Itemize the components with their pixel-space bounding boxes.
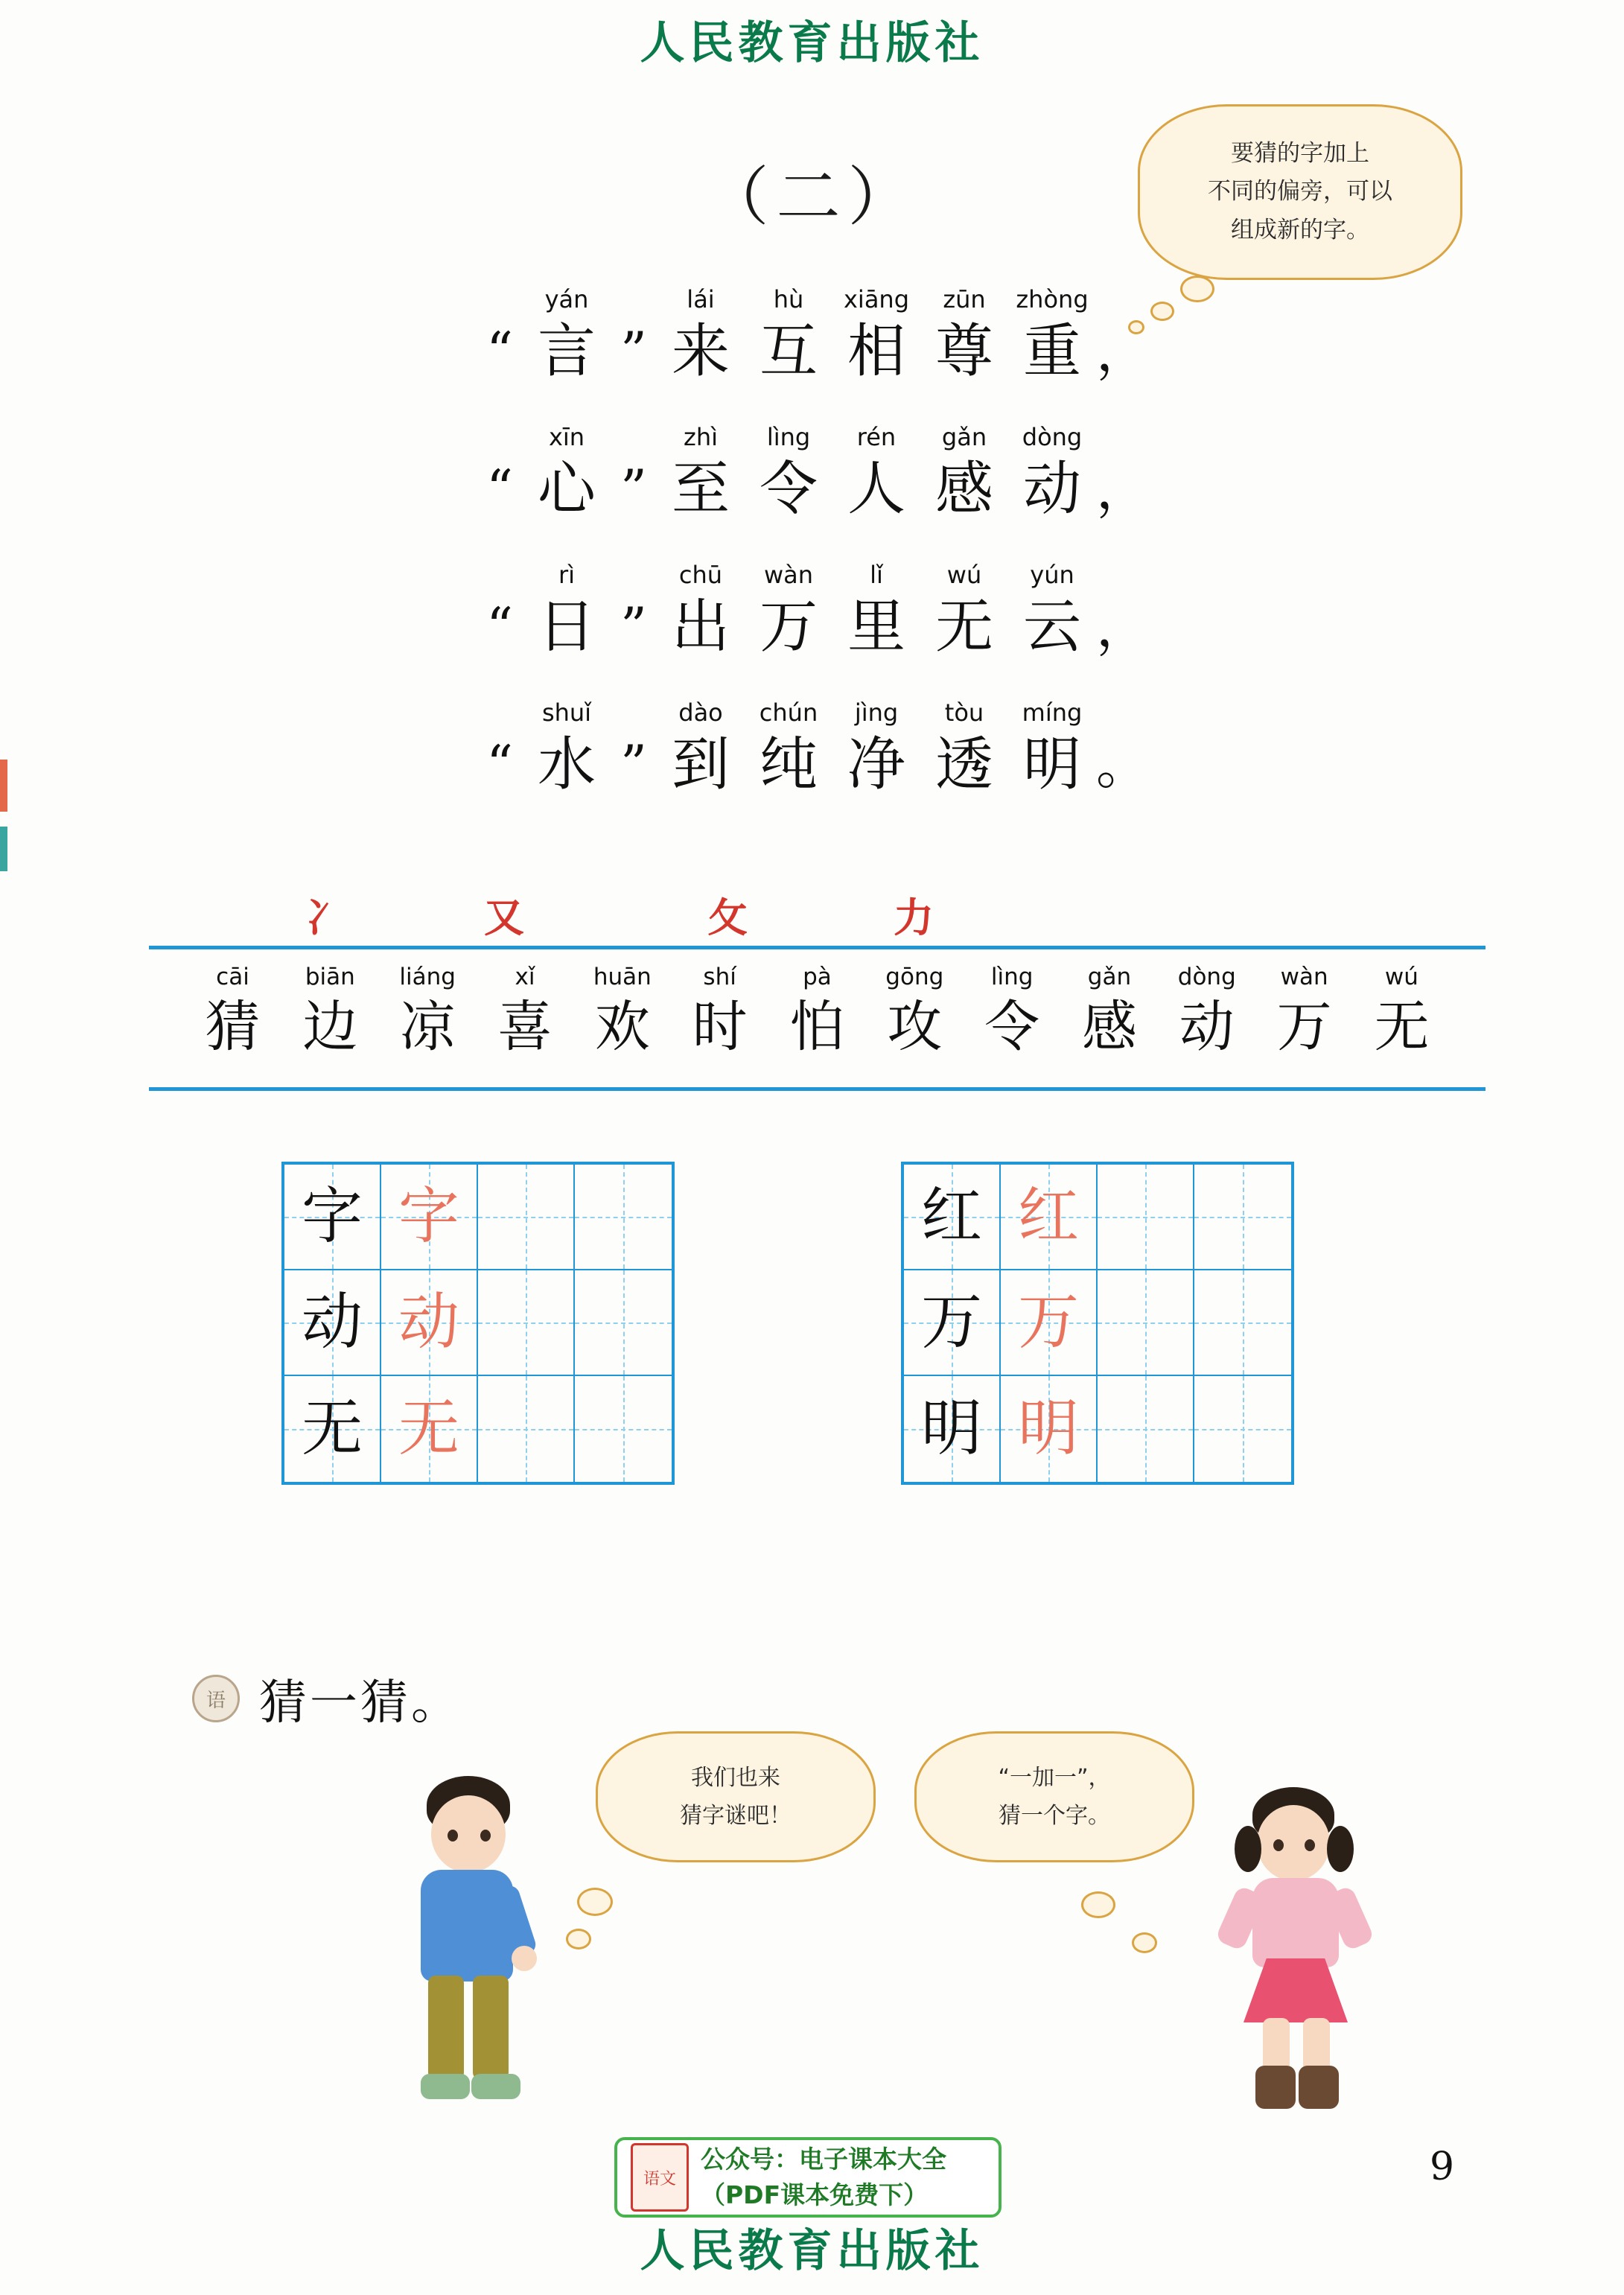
boy-leg [428,1976,464,2080]
poem-char [920,696,1008,800]
section-number: （二） [704,160,920,235]
pinyin: chū [678,561,723,589]
hanzi: 互 [759,318,818,385]
hanzi: 水 [537,731,596,798]
hanzi: 怕 [789,995,845,1059]
poem-char [920,558,1008,663]
writing-grid-row [284,1165,672,1270]
poem-char [745,421,832,525]
pinyin: jìng [854,698,899,727]
hanzi: 明 [920,1393,982,1464]
grid-cell-blank[interactable] [478,1376,575,1482]
hanzi: 心 [537,456,596,523]
boy-head [431,1795,506,1873]
girl-head [1257,1805,1330,1881]
poem-char [745,558,832,663]
grid-cell-trace [1001,1376,1098,1482]
grid-cell-trace [381,1165,478,1270]
pinyin: lái [687,285,715,313]
punctuation: 。 [1096,733,1150,796]
hanzi-trace: 红 [1017,1181,1079,1252]
hanzi-trace: 万 [1017,1287,1079,1357]
boy-hand [512,1946,537,1971]
speech-bubble-tail-dot [1081,1891,1115,1918]
pinyin: zūn [943,285,986,313]
hanzi-trace: 字 [398,1181,459,1252]
pinyin: zhì [684,423,718,451]
word-bank-item [1359,961,1445,1061]
pinyin: wàn [1280,964,1328,990]
poem-char [832,558,920,663]
boy-leg [473,1976,509,2080]
hanzi: 感 [1081,995,1137,1059]
grid-cell-blank[interactable] [575,1376,672,1482]
open-quote: “ [486,734,513,795]
boy-bubble-line-1: 我们也来 [691,1765,780,1791]
watermark-stamp [614,2137,1002,2218]
boy-bubble-line-2: 猜字谜吧！ [680,1803,792,1829]
hanzi-trace: 明 [1017,1393,1079,1464]
grid-cell-model [284,1376,381,1482]
poem-key-char [523,421,611,525]
girl-pigtail [1235,1826,1261,1872]
close-quote: ” [620,321,647,382]
poem-char [1008,283,1096,387]
writing-grid-left [281,1162,675,1485]
grid-cell-trace [381,1270,478,1376]
pinyin: gōng [885,964,944,990]
stamp-line-1: 公众号：电子课本大全 [701,2145,946,2174]
poem-char [920,283,1008,387]
girl-leg [1263,2018,1290,2072]
girl-boot [1255,2066,1296,2109]
hanzi: 猜 [205,995,261,1059]
pinyin: wú [1384,964,1418,990]
hanzi: 动 [301,1287,363,1357]
word-bank-item [1066,961,1152,1061]
hanzi: 明 [1022,731,1081,798]
word-bank [149,946,1486,1091]
radical-char: 攵 [707,894,748,941]
boy-eye [480,1830,491,1842]
girl-pigtail [1327,1826,1354,1872]
girl-leg [1303,2018,1330,2072]
grid-cell-model [284,1165,381,1270]
poem-char [832,283,920,387]
pinyin: yún [1030,561,1074,589]
pinyin: biān [305,964,355,990]
hint-speech-bubble [1138,104,1462,280]
word-bank-item [1164,961,1249,1061]
poem-char [920,421,1008,525]
hanzi: 尊 [934,318,993,385]
boy-shoe [421,2074,470,2099]
open-quote: “ [486,459,513,520]
pinyin: cāi [216,964,249,990]
hanzi: 言 [537,318,596,385]
pinyin: wàn [763,561,814,589]
writing-grid-row [904,1376,1291,1482]
poem-char [657,696,745,800]
grid-cell-blank[interactable] [1194,1376,1291,1482]
hint-line-1: 要猜的字加上 [1231,140,1369,168]
hanzi: 红 [920,1181,982,1252]
pinyin: chún [759,698,818,727]
word-bank-item [677,961,762,1061]
page-edge-mark [0,827,7,871]
hanzi: 透 [934,731,993,798]
open-quote: “ [486,321,513,382]
speech-bubble-tail-dot [577,1888,613,1916]
hanzi: 万 [1276,995,1332,1059]
hanzi: 边 [302,995,358,1059]
grid-cell-trace [1001,1270,1098,1376]
girl-skirt [1244,1958,1348,2022]
hanzi: 动 [1179,995,1235,1059]
hanzi: 来 [671,318,730,385]
writing-grid-row [284,1376,672,1482]
hanzi: 无 [934,593,993,661]
publisher-logo-top: 人民教育出版社 [640,17,984,69]
girl-bubble-line-2: 猜一个字。 [999,1803,1110,1829]
word-bank-item [1261,961,1347,1061]
hanzi-trace: 动 [398,1287,459,1357]
pinyin: tòu [944,698,984,727]
hanzi: 万 [759,593,818,661]
hanzi: 无 [301,1393,363,1464]
pinyin: míng [1022,698,1083,727]
radical-row [149,886,1489,941]
close-quote: ” [620,459,647,520]
word-bank-item [287,961,373,1061]
word-bank-item [385,961,471,1061]
radical-char: 力 [894,894,934,941]
hanzi: 攻 [887,995,943,1059]
pinyin: shí [703,964,736,990]
hanzi: 纯 [759,731,818,798]
pinyin: rì [558,561,576,589]
grid-cell-blank[interactable] [1194,1165,1291,1270]
word-bank-item [579,961,665,1061]
activity-badge-icon: 语 [192,1675,240,1722]
word-bank-item [872,961,958,1061]
punctuation: ， [1096,320,1150,383]
hanzi: 相 [847,318,905,385]
hanzi: 欢 [594,995,650,1059]
writing-grid-row [904,1270,1291,1376]
girl-bubble-line-1: “一加一”， [998,1765,1111,1791]
word-bank-item [190,961,276,1061]
close-quote: ” [620,734,647,795]
word-bank-item [969,961,1055,1061]
poem-char [657,421,745,525]
poem-char [1008,421,1096,525]
pinyin: huān [593,964,652,990]
speech-bubble-tail-dot [1180,276,1214,302]
punctuation: ， [1096,458,1150,521]
speech-bubble-tail-dot [566,1929,591,1949]
pinyin: dào [678,698,723,727]
hanzi: 令 [759,456,818,523]
hanzi: 出 [671,593,730,661]
grid-cell-blank[interactable] [575,1270,672,1376]
open-quote: “ [486,596,513,658]
hanzi: 感 [934,456,993,523]
hanzi: 动 [1022,456,1081,523]
hanzi: 重 [1022,318,1081,385]
hint-line-2: 不同的偏旁，可以 [1208,178,1392,206]
pinyin: pà [803,964,832,990]
speech-bubble-tail-dot [1150,302,1174,321]
hanzi: 到 [671,731,730,798]
grid-cell-model [904,1165,1001,1270]
pinyin: liáng [399,964,456,990]
hint-line-3: 组成新的字。 [1231,216,1369,243]
poem-key-char [523,558,611,663]
hanzi: 时 [692,995,748,1059]
pinyin: yán [544,285,589,313]
boy-shoe [471,2074,520,2099]
punctuation: ， [1096,596,1150,658]
girl-eye [1305,1839,1315,1851]
hanzi: 令 [984,995,1040,1059]
hanzi: 里 [847,593,905,661]
pinyin: wú [946,561,982,589]
hanzi: 云 [1022,593,1081,661]
hanzi: 喜 [497,995,553,1059]
close-quote: ” [620,596,647,658]
poem-char [832,421,920,525]
pinyin: dòng [1177,964,1236,990]
poem-char [657,283,745,387]
boy-speech-bubble [596,1731,876,1862]
hanzi: 至 [671,456,730,523]
page-edge-mark [0,760,7,812]
pinyin: lìng [990,964,1034,990]
grid-cell-blank[interactable] [1098,1376,1194,1482]
poem-char [745,283,832,387]
girl-speech-bubble [914,1731,1194,1862]
writing-grid-row [284,1270,672,1376]
girl-boot [1299,2066,1339,2109]
hanzi: 字 [301,1181,363,1252]
page-number: 9 [1430,2145,1455,2189]
pinyin: zhòng [1016,285,1089,313]
hanzi-trace: 无 [398,1393,459,1464]
hanzi: 无 [1374,995,1430,1059]
poem-char [832,696,920,800]
pinyin: xǐ [515,964,535,990]
radical-char: 冫 [305,894,346,941]
hanzi: 净 [847,731,905,798]
girl-top [1252,1878,1339,1967]
boy-eye [448,1830,458,1842]
poem-char [657,558,745,663]
pinyin: gǎn [941,423,987,451]
girl-eye [1273,1839,1284,1851]
grid-cell-trace [381,1376,478,1482]
grid-cell-blank[interactable] [1098,1270,1194,1376]
pinyin: xīn [548,423,585,451]
publisher-logo-bottom: 人民教育出版社 [640,2225,984,2277]
grid-cell-blank[interactable] [1194,1270,1291,1376]
hanzi: 凉 [400,995,456,1059]
poem-key-char [523,696,611,800]
hanzi: 万 [920,1287,982,1357]
grid-cell-model [904,1270,1001,1376]
stamp-line-2: （PDF课本免费下） [701,2180,929,2209]
writing-grid-right [901,1162,1294,1485]
grid-cell-blank[interactable] [1098,1165,1194,1270]
poem-char [1008,558,1096,663]
speech-bubble-tail-dot [1132,1932,1157,1953]
word-bank-item [774,961,860,1061]
hanzi: 人 [847,456,905,523]
pinyin: gǎn [1087,964,1132,990]
grid-cell-blank[interactable] [478,1270,575,1376]
girl-illustration [1221,1787,1370,2115]
writing-grid-row [904,1165,1291,1270]
pinyin: lìng [766,423,811,451]
pinyin: xiāng [843,285,910,313]
activity-heading [192,1664,462,1733]
pinyin: dòng [1022,423,1083,451]
radical-char: 又 [484,894,524,941]
word-bank-item [482,961,567,1061]
pinyin: rén [856,423,897,451]
pinyin: hù [773,285,804,313]
grid-cell-model [904,1376,1001,1482]
grid-cell-trace [1001,1165,1098,1270]
boy-illustration [398,1776,540,2111]
poem-char [1008,696,1096,800]
grid-cell-model [284,1270,381,1376]
pinyin: lǐ [870,561,883,589]
activity-title: 猜一猜。 [259,1675,462,1731]
grid-cell-blank[interactable] [575,1165,672,1270]
grid-cell-blank[interactable] [478,1165,575,1270]
book-icon: 语文 [631,2143,689,2212]
hanzi: 日 [537,593,596,661]
poem-char [745,696,832,800]
pinyin: shuǐ [541,698,592,727]
poem-key-char [523,283,611,387]
